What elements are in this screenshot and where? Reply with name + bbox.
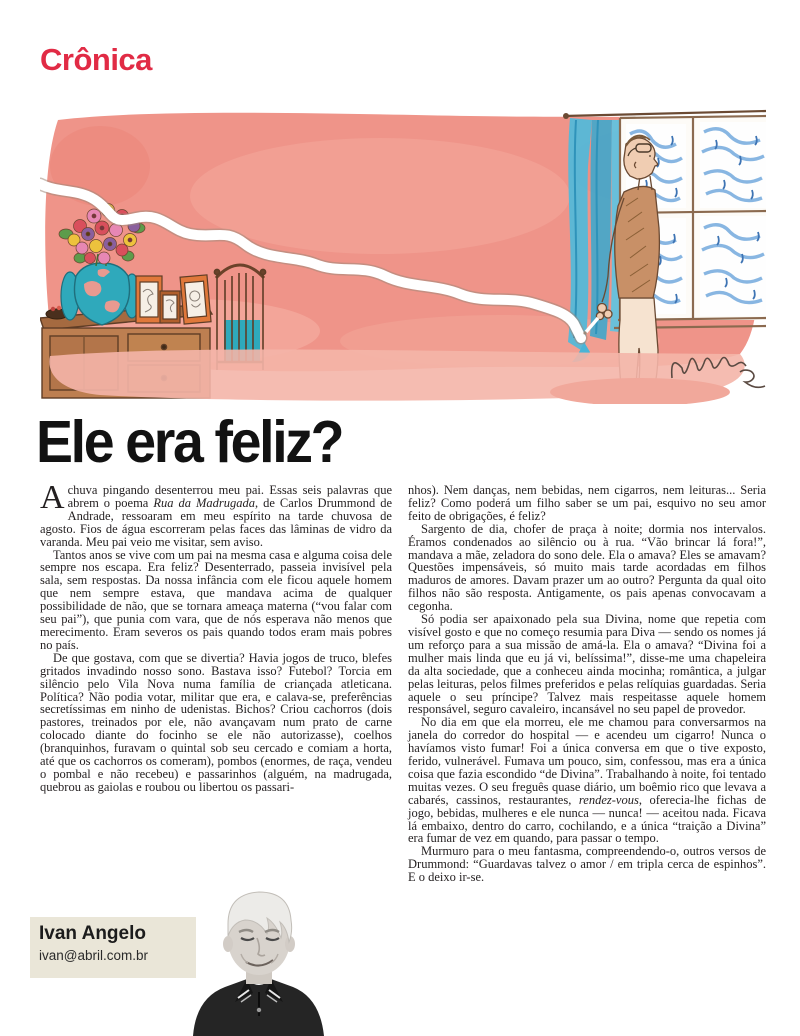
paragraph-lead — [40, 479, 392, 549]
paragraph-text: , de Carlos Drummond de Andrade, ressoaram em meu espírito na tarde chuvosa de agosto. Fios de água escorreram pelas faces das lâminas de vidro da varanda. Meu pai veio me visitar, sem aviso. — [40, 495, 392, 549]
paragraph: Só podia ser apaixonado pela sua Divina, nome que repetia com visível gosto e que no começo resumia para Diva — sendo os nomes já um reforço para a sua missão de amá-la. Ela o amava? “Divina foi a mulher mais linda que eu já vi, belíssima!”, disse-me uma chapeleira da alta sociedade, que a conheceu ainda mocinha; romântica, a julgar pelas leituras, pelos filmes preferidos e pelas relíquias guardadas. Seria aquele o seu príncipe? Talvez mais respeitasse aquele homem responsável, seguro cavaleiro, incansável no seu papel de provedor. — [408, 612, 766, 717]
paragraph-text: No dia em que ela morreu, ele me chamou para conversarmos na janela do corredor do hospital — e acendeu um cigarro! Nunca o havíamos visto fumar! Foi a única conversa em que o tive exposto, ferido, vulnerável. Fumava um pouco, sim, confessou, mas era a única coisa que fazia escondido “de Divina”. Trabalhando à noite, foi tentado muitas vezes. O seu freguês quase diário, um boêmio rico que levava a cabarés, cassinos, restaurantes, — [408, 715, 766, 807]
rain-pane — [700, 122, 766, 208]
paragraph: Sargento de dia, chofer de praça à noite; dormia nos intervalos. Éramos condenados ao silêncio ou à rua. “Vão brincar lá fora!”, mandava a mãe, zeladora do sono dele. Ela o amava? Eles se amavam? Questões impensáveis, só muito mais tarde acordadas em filhos maduros de amores. Davam prazer um ao outro? Pergunta da qual oito filhos não são resposta. Antigamente, os pais apenas convocavam a cegonha. — [408, 521, 766, 614]
paragraph: Murmuro para o meu fantasma, compreendendo-o, outros versos de Drummond: “Guardavas talvez o amor / em tripla cerca de espinhos”. E o deixo ir-se. — [408, 844, 766, 885]
author-portrait — [183, 888, 331, 1036]
portrait-man — [193, 892, 324, 1036]
dropcap: A — [40, 479, 65, 516]
author-email: ivan@abril.com.br — [39, 948, 148, 963]
paragraph: Tantos anos se vive com um pai na mesma casa e alguma coisa dele sempre nos escapa. Era feliz? Desenterrado, passeia invisível pela sala, sem respostas. Da nossa infância com ele ficou aquele homem que nem sempre estava, que mandava acima de qualquer possibilidade de não, que se tornara ameaça materna (“vou falar com seu pai”), que punia com vara, que de nós esperava não menos que merecimento. Eram severos os pais quando todos eram mais pobres no país. — [40, 547, 392, 652]
paragraph: De que gostava, com que se divertia? Havia jogos de truco, blefes gritados invadindo nosso sono. Bastava isso? Futebol? Torcia em silêncio pelo Vila Nova numa família de criançada atleticana. Política? Não podia votar, militar que era, e calava-se, preferências secretíssimas em ninho de udenistas. Bichos? Criou cachorros (dois pastores, treinados por ele, não avançavam num prato de carne colocado diante do focinho se ele não autorizasse), coelhos (branquinhos, furavam o quintal sob seu cercado e comiam a horta, até que os cachorros os comeram), pombos (enormes, de raça, vendeu o pombal e não recebeu) e passarinhos (alguém, na madrugada, quebrou as gaiolas e roubou ou libertou os passari- — [40, 650, 392, 794]
paragraph-text: , oferecia-lhe fichas de jogo, bebidas, mulheres e ele nunca — nunca! — aceitou nada. Ficava lá embaixo, dentro do carro, cochilando, e a única “traição a Divina” era fumar de vez em quando, para passar o tempo. — [408, 792, 766, 846]
floor-wash — [49, 350, 744, 404]
poem-title: Rua da Madrugada — [153, 495, 256, 510]
author-name: Ivan Angelo — [39, 923, 146, 944]
rain-pane — [700, 216, 766, 316]
foreign-term: rendez-vous — [578, 792, 639, 807]
article-column-left — [40, 479, 392, 794]
author-credit — [30, 917, 196, 978]
paragraph-text: chuva pingando desenterrou meu pai. Essas seis palavras que abrem o poema — [67, 483, 392, 510]
article-column-right — [408, 484, 766, 884]
illustration — [40, 106, 766, 404]
paragraph — [408, 716, 766, 845]
headline: Ele era feliz? — [36, 409, 343, 475]
section-label: Crônica — [40, 42, 152, 77]
paragraph-continuation: nhos). Nem danças, nem bebidas, nem cigarros, nem leituras... Seria feliz? Como poderá um filho saber se um pai, esquivo no seu amor feito de obrigações, é feliz? — [408, 483, 766, 523]
